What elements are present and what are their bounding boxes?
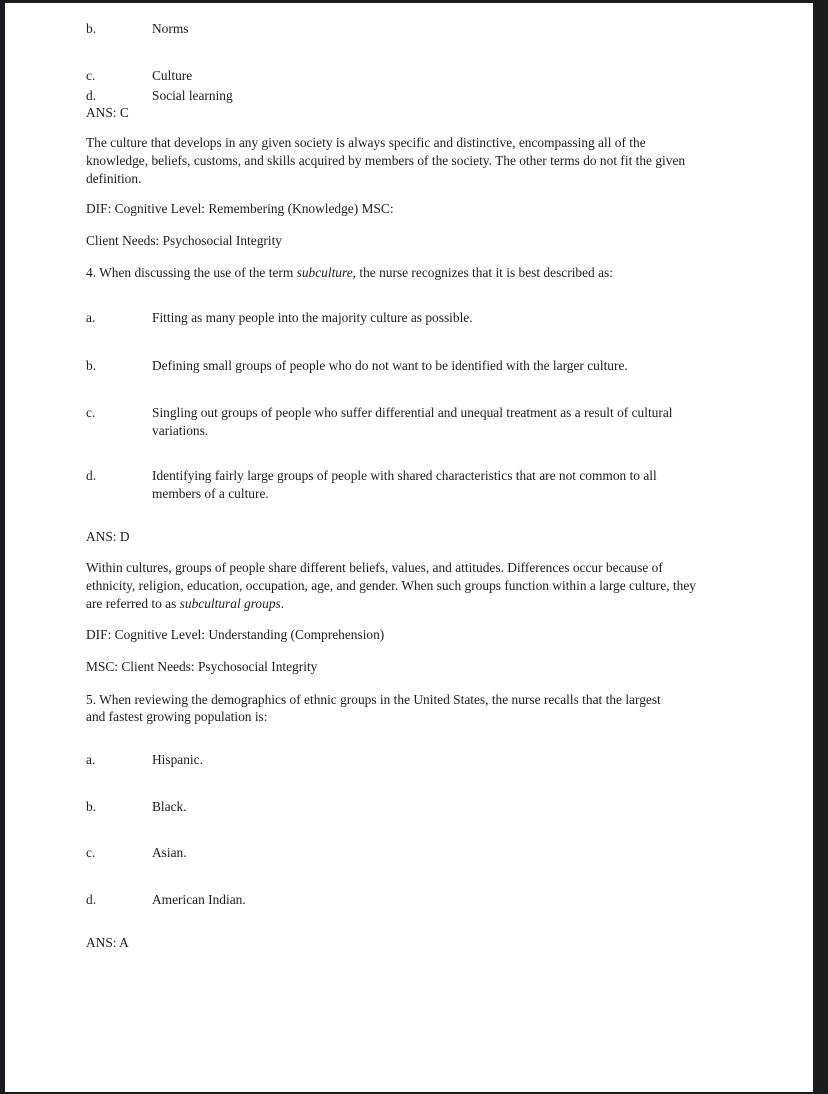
option-letter: c. <box>86 845 96 860</box>
option-letter: d. <box>86 468 97 483</box>
question-text: 5. When reviewing the demographics of ethnic groups in the United States, the nurse recalls that the largest <box>86 692 661 707</box>
question-text: , the nurse recognizes that it is best described as: <box>352 265 613 280</box>
rationale-line <box>86 595 748 613</box>
rationale-text: . <box>280 596 285 611</box>
option-text: Black. <box>152 799 187 814</box>
option-letter: a. <box>86 752 96 767</box>
option-text: Social learning <box>152 88 233 103</box>
dif-cognitive-level-line: DIF: Cognitive Level: Remembering (Knowledge) MSC: <box>86 201 394 216</box>
rationale-line: knowledge, beliefs, customs, and skills acquired by members of the society. The other terms do not fit the given <box>86 153 686 168</box>
answer-key-line: ANS: D <box>86 529 130 544</box>
rationale-line: ethnicity, religion, education, occupation, age, and gender. When such groups function within a large culture, they <box>86 578 696 593</box>
document-content <box>86 18 748 951</box>
answer-option-b <box>86 357 748 375</box>
option-letter: b. <box>86 799 97 814</box>
answer-option-d <box>86 87 748 104</box>
answer-option-c <box>86 67 748 84</box>
question-4-stem <box>86 264 748 281</box>
option-text: Culture <box>152 68 193 83</box>
rationale-paragraph <box>86 559 748 613</box>
option-text: Defining small groups of people who do not want to be identified with the larger culture. <box>152 358 628 373</box>
option-letter: d. <box>86 892 97 907</box>
option-text: variations. <box>152 423 209 438</box>
answer-option-a <box>86 751 748 768</box>
option-letter: c. <box>86 405 96 420</box>
rationale-line: definition. <box>86 171 142 186</box>
answer-option-d <box>86 891 748 908</box>
dif-cognitive-level-line: DIF: Cognitive Level: Understanding (Comprehension) <box>86 627 385 642</box>
option-letter: b. <box>86 358 97 373</box>
rationale-line: The culture that develops in any given society is always specific and distinctive, encompassing all of the <box>86 135 646 150</box>
rationale-italic-term: subcultural groups <box>179 596 281 611</box>
rationale-paragraph <box>86 134 748 188</box>
option-letter: c. <box>86 68 96 83</box>
question-5-stem <box>86 691 748 725</box>
answer-option-a <box>86 309 748 327</box>
rationale-text: are referred to as <box>86 596 180 611</box>
option-text: Identifying fairly large groups of people with shared characteristics that are not common to all <box>152 468 657 483</box>
page-right-border <box>813 0 828 1094</box>
answer-option-b <box>86 798 748 815</box>
option-text: Fitting as many people into the majority culture as possible. <box>152 310 473 325</box>
client-needs-line: Client Needs: Psychosocial Integrity <box>86 233 282 248</box>
option-text: Singling out groups of people who suffer differential and unequal treatment as a result of cultural <box>152 405 673 420</box>
answer-option-c <box>86 404 748 440</box>
question-text: 4. When discussing the use of the term <box>86 265 297 280</box>
page-left-border <box>0 0 5 1094</box>
answer-option-d <box>86 467 748 503</box>
answer-key-line: ANS: A <box>86 935 129 950</box>
option-letter: d. <box>86 88 97 103</box>
msc-client-needs-line: MSC: Client Needs: Psychosocial Integrity <box>86 659 318 674</box>
option-letter: b. <box>86 21 97 36</box>
answer-option-b <box>86 20 748 37</box>
option-text: Asian. <box>152 845 187 860</box>
option-text: Norms <box>152 21 189 36</box>
rationale-line: Within cultures, groups of people share different beliefs, values, and attitudes. Differences occur because of <box>86 560 663 575</box>
option-letter: a. <box>86 310 96 325</box>
question-italic-term: subculture <box>296 265 353 280</box>
answer-key-line: ANS: C <box>86 105 129 120</box>
option-text: Hispanic. <box>152 752 203 767</box>
option-text: members of a culture. <box>152 486 269 501</box>
question-text: and fastest growing population is: <box>86 709 268 724</box>
answer-option-c <box>86 844 748 861</box>
option-text: American Indian. <box>152 892 246 907</box>
page-top-border <box>0 0 828 3</box>
